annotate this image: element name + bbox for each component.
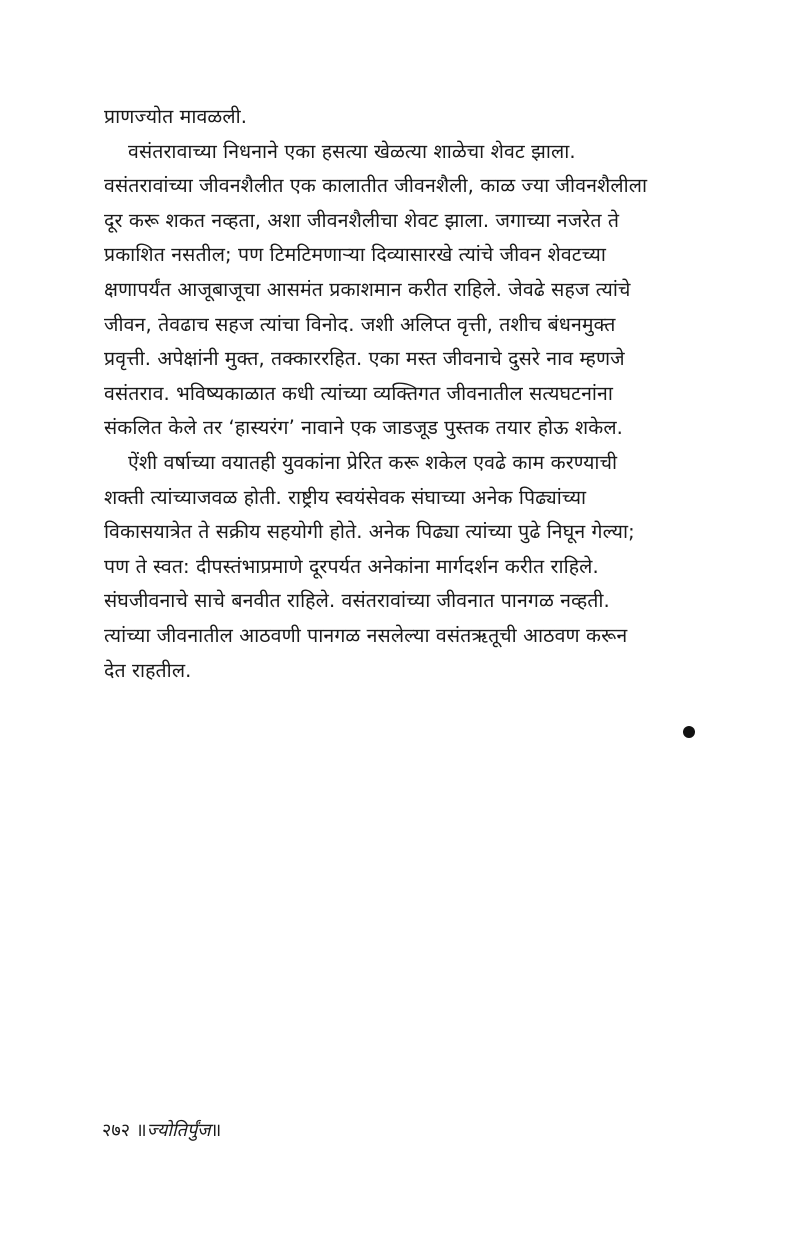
text-line: शक्ती त्यांच्याजवळ होती. राष्ट्रीय स्वयंसेवक संघाच्या अनेक पिढ्यांच्या [104, 485, 587, 509]
paragraph-start-line: वसंतरावाच्या निधनाने एका हसत्या खेळत्या शाळेचा शेवट झाला. [128, 139, 576, 163]
text-line: त्यांच्या जीवनातील आठवणी पानगळ नसलेल्या वसंतऋतूची आठवण करून [104, 623, 628, 647]
book-title: ज्योतिर्पुंज [146, 1120, 211, 1141]
text-line: संकलित केले तर ‘हास्यरंग’ नावाने एक जाडजूड पुस्तक तयार होऊ शकेल. [104, 416, 623, 440]
paragraph-start-line: ऐंशी वर्षाच्या वयातही युवकांना प्रेरित करू शकेल एवढे काम करण्याची [128, 450, 618, 474]
body-text [104, 100, 704, 688]
page-footer [102, 1118, 221, 1142]
text-line: संघजीवनाचे साचे बनवीत राहिले. वसंतरावांच्या जीवनात पानगळ नव्हती. [104, 589, 610, 613]
text-line: विकासयात्रेत ते सक्रीय सहयोगी होते. अनेक पिढ्या त्यांच्या पुढे निघून गेल्या; [104, 520, 635, 544]
text-line: प्रवृत्ती. अपेक्षांनी मुक्त, तक्काररहित. एका मस्त जीवनाचे दुसरे नाव म्हणजे [104, 347, 625, 371]
footer-separator: ॥ [135, 1120, 147, 1141]
text-line: पण ते स्वत: दीपस्तंभाप्रमाणे दूरपर्यत अनेकांना मार्गदर्शन करीत राहिले. [104, 554, 599, 578]
text-line: प्राणज्योत मावळली. [104, 105, 248, 128]
text-line: देत राहतील. [104, 658, 192, 682]
chapter-end-bullet-icon [683, 726, 695, 738]
text-line: दूर करू शकत नव्हता, अशा जीवनशैलीचा शेवट झाला. जगाच्या नजरेत ते [104, 208, 620, 232]
text-line: क्षणापर्यंत आजूबाजूचा आसमंत प्रकाशमान करीत राहिले. जेवढे सहज त्यांचे [104, 277, 631, 301]
text-line: प्रकाशित नसतील; पण टिमटिमणाऱ्या दिव्यासारखे त्यांचे जीवन शेवटच्या [104, 243, 606, 267]
text-line: जीवन, तेवढाच सहज त्यांचा विनोद. जशी अलिप्त वृत्ती, तशीच बंधनमुक्त [104, 312, 616, 336]
text-line: वसंतरावांच्या जीवनशैलीत एक कालातीत जीवनशैली, काळ ज्या जीवनशैलीला [104, 174, 648, 198]
page-number: २७२ [102, 1120, 131, 1141]
footer-closing-mark: ॥ [210, 1120, 222, 1141]
text-line: वसंतराव. भविष्यकाळात कधी त्यांच्या व्यक्तिगत जीवनातील सत्यघटनांना [104, 381, 614, 405]
